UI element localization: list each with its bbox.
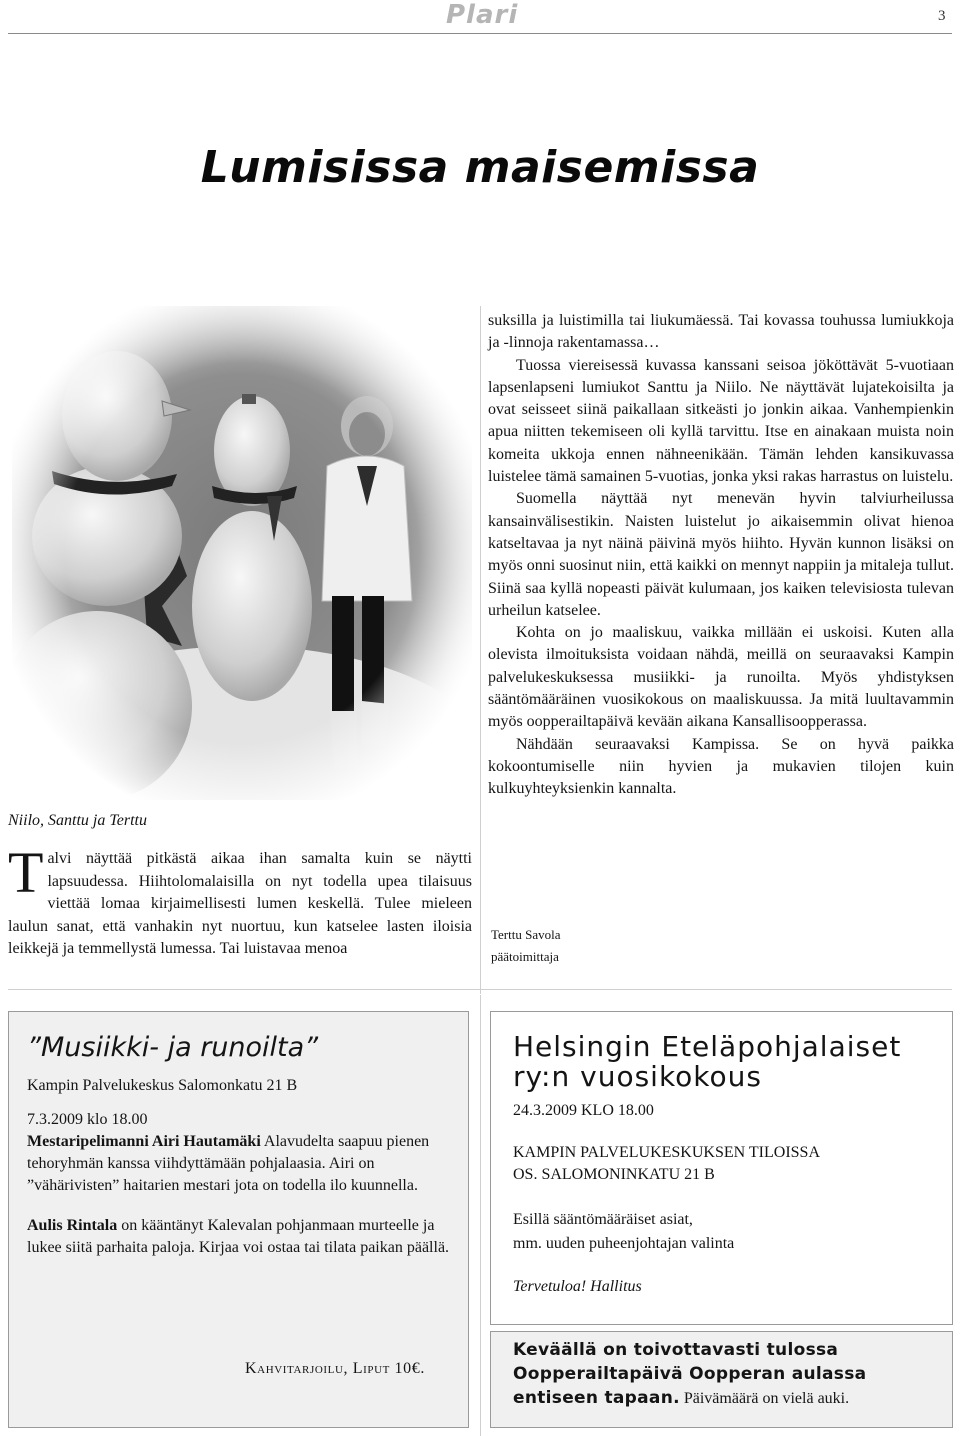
meeting-agenda-line-1: Esillä sääntömääräiset asiat, (513, 1211, 693, 1228)
event-title: ”Musiikki- ja runoilta” (27, 1032, 319, 1063)
event-footer: Kahvitarjoilu, Liput 10€. (245, 1360, 425, 1377)
performer-2-name: Aulis Rintala (27, 1217, 118, 1234)
photo-caption: Niilo, Santtu ja Terttu (8, 812, 147, 829)
opera-bold-text: Keväällä on toivottavasti tulossa Oopperailtapäivä Oopperan aulassa entiseen tapaan. (513, 1340, 867, 1408)
article-paragraph: Nähdään seuraavaksi Kampissa. Se on hyvä paikka kokoontumiselle niin hyvien ja mukavien tilojen kuin kulkuyhteyksienkin kannalta. (488, 735, 954, 798)
article-paragraph: suksilla ja luistimilla tai liukumäessä. Tai kovassa touhussa lumiukkoja ja -linnoja rakentamassa… (488, 312, 954, 352)
meeting-announcement-box (490, 1011, 953, 1325)
signature-title: päätoimittaja (491, 949, 559, 964)
signature-name: Terttu Savola (491, 927, 561, 942)
event-details (27, 1109, 450, 1197)
meeting-agenda-line-2: mm. uuden puheenjohtajan valinta (513, 1235, 735, 1252)
meeting-agenda (513, 1208, 930, 1256)
opera-plain-text: Päivämäärä on vielä auki. (679, 1390, 850, 1407)
article-headline: Lumisissa maisemissa (200, 142, 760, 193)
event-announcement-box (8, 1011, 469, 1428)
opera-announcement-box (490, 1331, 953, 1428)
performer-1-text: Alavudelta saapuu pienen tehoryhmän kanssa viihdyttämään pohjalaasia. Airi on ”vähärivisten” haitarien mestari jota on todella ilo kuunnella. (27, 1133, 430, 1194)
article-body (488, 310, 954, 801)
performer-1 (27, 1131, 450, 1197)
page-number: 3 (938, 8, 946, 24)
article-paragraph: Kohta on jo maaliskuu, vaikka millään ei uskoisi. Kuten alla olevista ilmoituksista voidaan nähdä, meillä on seuraavaksi Kampin palvelukeskuksessa musiikki- ja runoilta. Myös yhdistyksen sääntömääräinen vuosikokous on maaliskuussa. Ja mitä luultavammin myös oopperailtapäivä kevään aikana Kansallisoopperassa. (488, 624, 954, 731)
performer-2-text: on kääntänyt Kalevalan pohjanmaan murteelle ja lukee siitä parhaita paloja. Kirjaa voi ostaa tai tilata paikan päällä. (27, 1217, 450, 1256)
intro-text: alvi näyttää pitkästä aikaa ihan samalta kuin se näytti lapsuudessa. Hiihtolomalaisilla on nyt todella upea tilaisuus viettää lomaa kirjaimellisesti lumen keskellä. Tulee mieleen laulun sanat, että vanhakin nyt nuortuu, kun katselee lasten iloisia leikkejä ja temmellystä lumessa. Tai luistavaa menoa (8, 850, 472, 957)
magazine-name: Plari (446, 0, 519, 30)
signature (491, 924, 561, 968)
article-intro (8, 840, 472, 961)
meeting-greeting: Tervetuloa! Hallitus (513, 1278, 642, 1295)
snowmen-photo (12, 306, 472, 800)
meeting-date: 24.3.2009 KLO 18.00 (513, 1102, 654, 1119)
meeting-title: Helsingin Eteläpohjalaiset ry:n vuosikokous (513, 1030, 902, 1093)
header-divider (8, 33, 952, 34)
meeting-location (513, 1142, 930, 1186)
event-datetime: 7.3.2009 klo 18.00 (27, 1111, 148, 1128)
article-paragraph: Tuossa viereisessä kuvassa kanssani seisoa jököttävät 5-vuotiaan lapsenlapseni lumiukot Santtu ja Niilo. Ne näyttävät lujatekoisilta ja ovat seisseet siinä paikallaan sitkeästi jo jonkin aikaa. Vanhempienkin apua niitten tekemiseen oli kyllä tarvittu. Itse en ainakaan muista noin komeita ukkoja ennen nähneenikään. Tämän lehden kansikuvassa luistelee tämä samainen 5-vuotias, jonka yksi rakas harrastus on luistelu. (488, 356, 954, 486)
article-paragraph: Suomella näyttää nyt menevän hyvin talviurheilussa kansainvälisestikin. Naisten luistelut jo aikaisemmin olivat hienoa katseltavaa ja nyt näinä päivinä myös hiihto. Hyvän kunnon lisäksi on myös onni suosinut niin, että kaikki on mennyt nappiin ja mitaleja tullut. Siinä saa kyllä nopeasti päivät kulumaan, jos kaiken televisiosta tulevan urheilun katselee. (488, 490, 954, 619)
drop-cap: T (8, 840, 44, 905)
meeting-location-line-1: KAMPIN PALVELUKESKUKSEN TILOISSA (513, 1144, 820, 1161)
section-divider (8, 989, 952, 990)
box-column-divider (480, 995, 481, 1436)
column-divider (480, 306, 481, 994)
performer-2 (27, 1215, 450, 1259)
meeting-location-line-2: OS. SALOMONINKATU 21 B (513, 1166, 715, 1183)
event-venue: Kampin Palvelukeskus Salomonkatu 21 B (27, 1077, 298, 1094)
performer-1-name: Mestaripelimanni Airi Hautamäki (27, 1133, 261, 1150)
